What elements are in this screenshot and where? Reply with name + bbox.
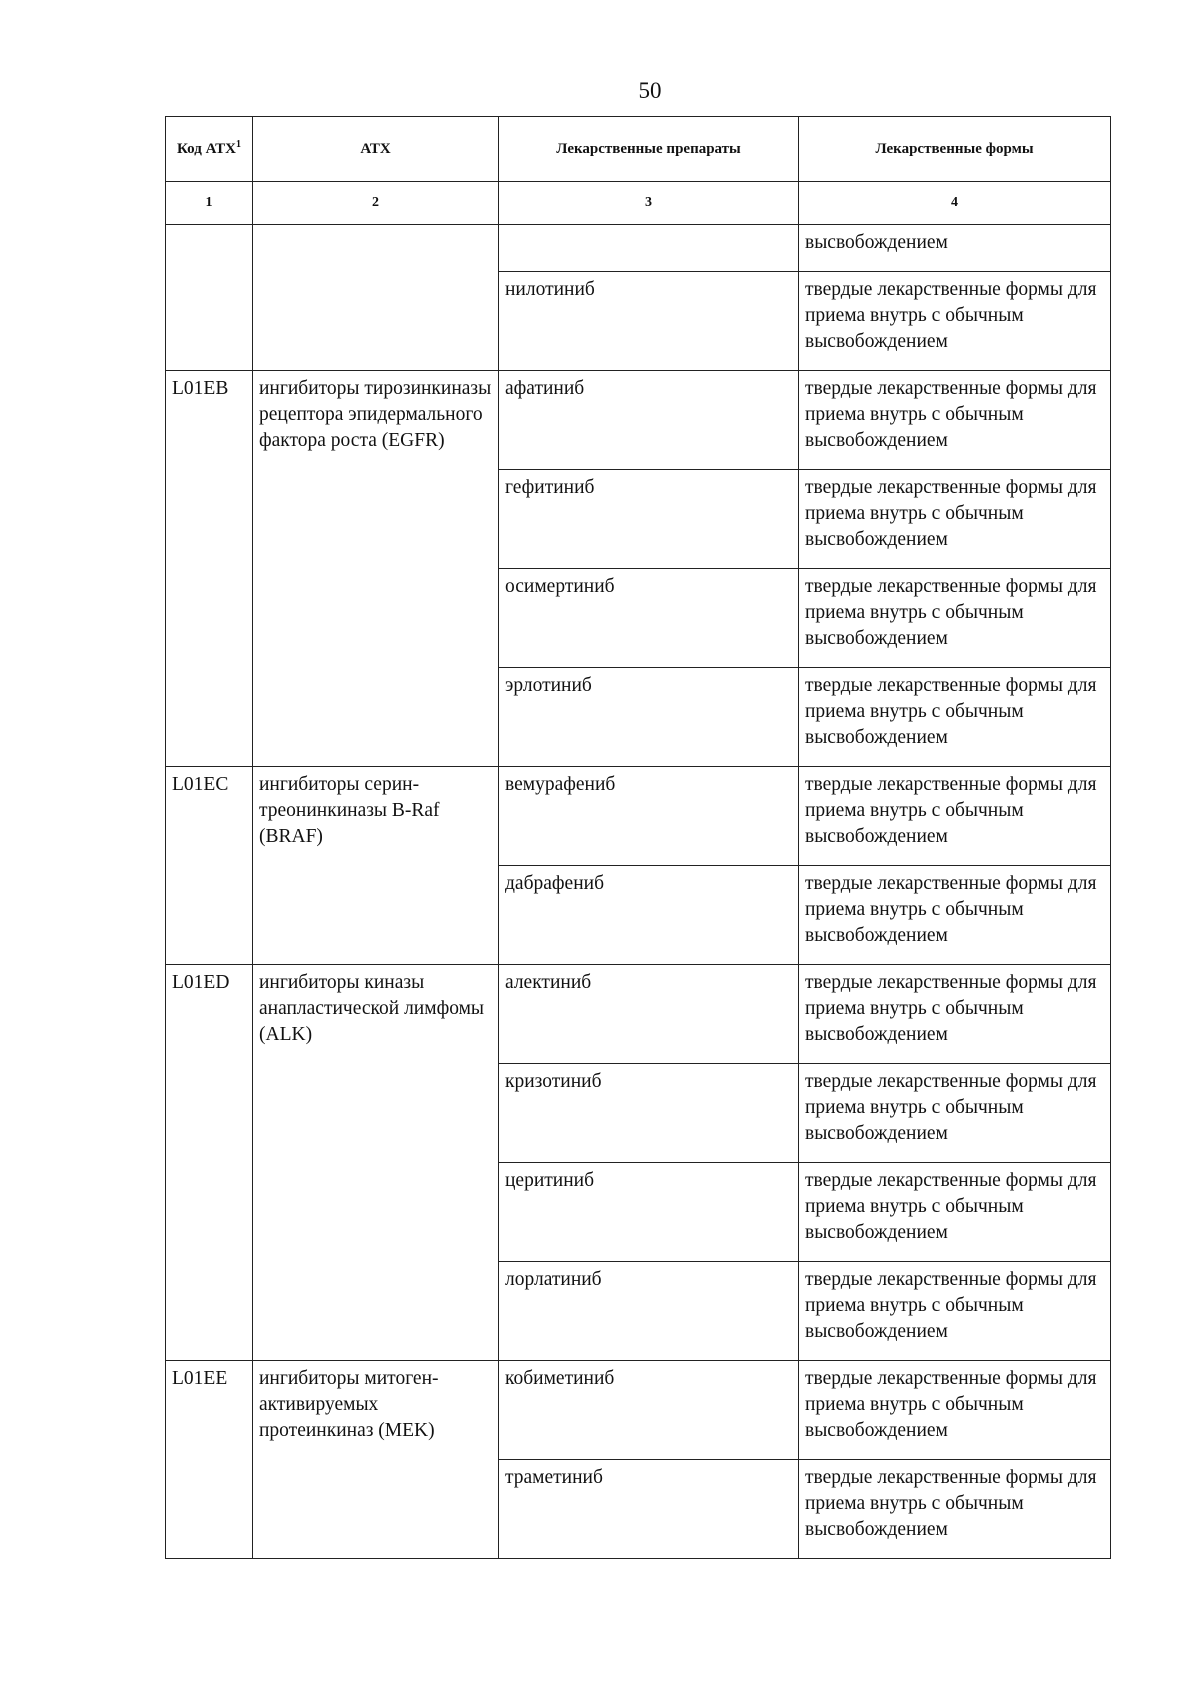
form-cell: твердые лекарственные формы для приема внутрь с обычным высвобождением xyxy=(799,668,1111,767)
drug-cell: дабрафениб xyxy=(499,866,799,965)
form-cell: высвобождением xyxy=(799,225,1111,272)
page-number: 50 xyxy=(638,78,662,103)
footnote-mark: 1 xyxy=(235,139,241,150)
drug-cell: вемурафениб xyxy=(499,767,799,866)
drug-cell: лорлатиниб xyxy=(499,1262,799,1361)
table-row xyxy=(166,371,1111,470)
drug-cell: церитиниб xyxy=(499,1163,799,1262)
form-cell: твердые лекарственные формы для приема внутрь с обычным высвобождением xyxy=(799,1064,1111,1163)
column-number: 2 xyxy=(253,182,499,225)
drug-cell: афатиниб xyxy=(499,371,799,470)
table-row xyxy=(166,767,1111,866)
table-row xyxy=(166,1361,1111,1460)
atx-name-cell: ингибиторы тирозинкиназы рецептора эпидермального фактора роста (EGFR) xyxy=(253,371,499,767)
table-header-row xyxy=(166,117,1111,182)
form-cell: твердые лекарственные формы для приема внутрь с обычным высвобождением xyxy=(799,371,1111,470)
form-cell: твердые лекарственные формы для приема внутрь с обычным высвобождением xyxy=(799,272,1111,371)
atx-code-cell xyxy=(166,225,253,371)
form-cell: твердые лекарственные формы для приема внутрь с обычным высвобождением xyxy=(799,767,1111,866)
form-cell: твердые лекарственные формы для приема внутрь с обычным высвобождением xyxy=(799,866,1111,965)
drug-cell: гефитиниб xyxy=(499,470,799,569)
form-cell: твердые лекарственные формы для приема внутрь с обычным высвобождением xyxy=(799,569,1111,668)
atx-name-cell: ингибиторы серин-треонинкиназы B-Raf (BRAF) xyxy=(253,767,499,965)
header-drugs: Лекарственные препараты xyxy=(499,117,799,182)
form-cell: твердые лекарственные формы для приема внутрь с обычным высвобождением xyxy=(799,1262,1111,1361)
atx-code-cell: L01EB xyxy=(166,371,253,767)
atx-code-cell: L01EE xyxy=(166,1361,253,1559)
atx-name-cell: ингибиторы киназы анапластической лимфомы (ALK) xyxy=(253,965,499,1361)
column-number: 1 xyxy=(166,182,253,225)
drug-cell: алектиниб xyxy=(499,965,799,1064)
table-row xyxy=(166,225,1111,272)
form-cell: твердые лекарственные формы для приема внутрь с обычным высвобождением xyxy=(799,470,1111,569)
form-cell: твердые лекарственные формы для приема внутрь с обычным высвобождением xyxy=(799,1361,1111,1460)
atx-code-cell: L01ED xyxy=(166,965,253,1361)
drug-cell: кризотиниб xyxy=(499,1064,799,1163)
drug-cell: траметиниб xyxy=(499,1460,799,1559)
form-cell: твердые лекарственные формы для приема внутрь с обычным высвобождением xyxy=(799,1163,1111,1262)
drug-cell: кобиметиниб xyxy=(499,1361,799,1460)
atx-name-cell xyxy=(253,225,499,371)
drug-cell: нилотиниб xyxy=(499,272,799,371)
header-forms: Лекарственные формы xyxy=(799,117,1111,182)
header-atx-code: Код АТХ$^1$ xyxy=(166,117,253,182)
form-cell: твердые лекарственные формы для приема внутрь с обычным высвобождением xyxy=(799,1460,1111,1559)
header-atx: АТХ xyxy=(253,117,499,182)
column-number: 4 xyxy=(799,182,1111,225)
atx-name-cell: ингибиторы митоген-активируемых протеинкиназ (MEK) xyxy=(253,1361,499,1559)
drug-cell xyxy=(499,225,799,272)
drug-cell: эрлотиниб xyxy=(499,668,799,767)
atx-drug-table xyxy=(165,116,1111,1559)
column-number-row xyxy=(166,182,1111,225)
atx-code-cell: L01EC xyxy=(166,767,253,965)
column-number: 3 xyxy=(499,182,799,225)
drug-cell: осимертиниб xyxy=(499,569,799,668)
form-cell: твердые лекарственные формы для приема внутрь с обычным высвобождением xyxy=(799,965,1111,1064)
table-row xyxy=(166,965,1111,1064)
